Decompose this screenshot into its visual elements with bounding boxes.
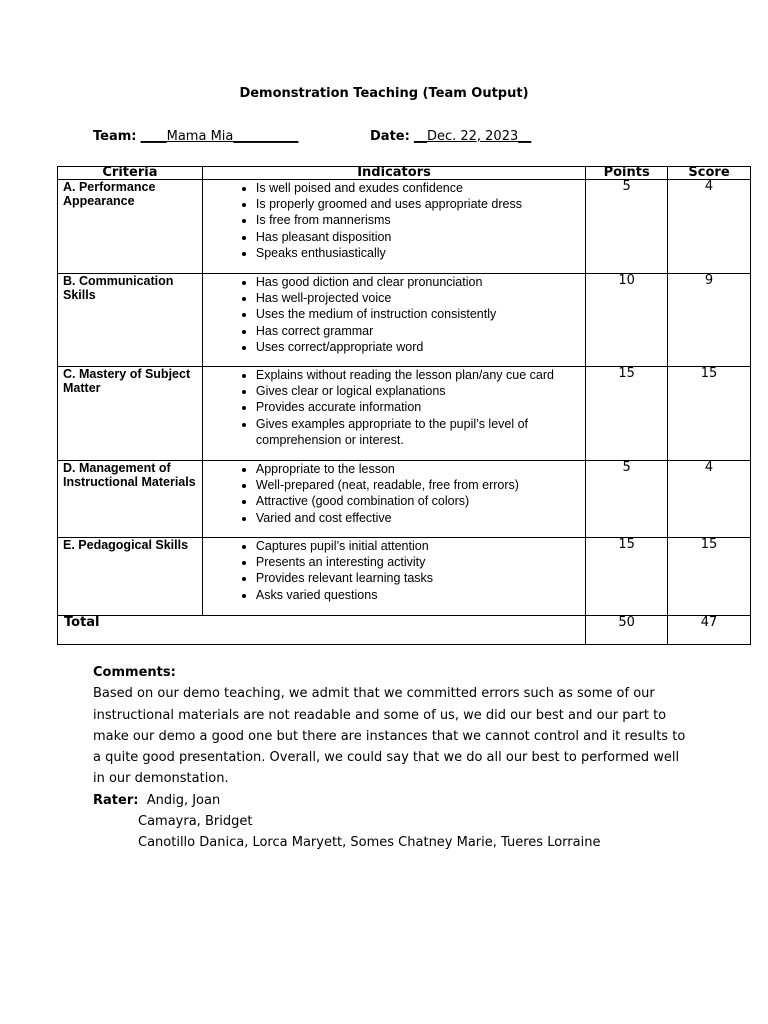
total-label: Total	[58, 616, 586, 645]
team-value: Mama Mia	[166, 129, 234, 144]
date-field	[370, 129, 531, 144]
score-cell: 15	[668, 367, 751, 461]
table-header-row	[58, 167, 751, 180]
indicator-item: • Is properly groomed and uses appropriate dress	[256, 196, 585, 212]
indicator-item: • Provides accurate information	[256, 399, 585, 415]
indicator-item: • Is well poised and exudes confidence	[256, 180, 585, 196]
team-prefix: ____	[140, 129, 167, 144]
indicator-item: • Attractive (good combination of colors)	[256, 493, 585, 509]
indicator-item: • Has good diction and clear pronunciation	[256, 274, 585, 290]
points-cell: 10	[586, 274, 668, 367]
total-points: 50	[586, 616, 668, 645]
criteria-cell: C. Mastery of Subject Matter	[58, 367, 203, 461]
rater-name-3: Canotillo Danica, Lorca Maryett, Somes Chatney Marie, Tueres Lorraine	[138, 835, 601, 851]
indicator-item: • Explains without reading the lesson plan/any cue card	[256, 367, 585, 383]
header-points: Points	[586, 167, 668, 180]
indicator-item: • Has well-projected voice	[256, 290, 585, 306]
score-cell: 9	[668, 274, 751, 367]
indicator-item: • Is free from mannerisms	[256, 212, 585, 228]
header-score: Score	[668, 167, 751, 180]
points-cell: 15	[586, 538, 668, 616]
total-row	[58, 616, 751, 645]
indicator-item: • Gives clear or logical explanations	[256, 383, 585, 399]
indicator-item: • Well-prepared (neat, readable, free from errors)	[256, 477, 585, 493]
document-title: Demonstration Teaching (Team Output)	[239, 86, 529, 101]
indicator-item: • Speaks enthusiastically	[256, 245, 585, 261]
table-row	[58, 367, 751, 461]
rater-name-2: Camayra, Bridget	[138, 814, 253, 830]
table-row	[58, 180, 751, 274]
indicator-item: • Uses the medium of instruction consistently	[256, 306, 585, 322]
score-cell: 4	[668, 461, 751, 538]
date-prefix: __	[413, 129, 427, 144]
criteria-cell: D. Management of Instructional Materials	[58, 461, 203, 538]
criteria-cell: E. Pedagogical Skills	[58, 538, 203, 616]
total-score: 47	[668, 616, 751, 645]
indicator-list	[203, 538, 585, 603]
comments-body: Based on our demo teaching, we admit that we committed errors such as some of our instructional materials are not readable and some of us, we did our best and our part to make our demo a good one but there are instances that we cannot control and it results to a quite good presentation. Overall, we could say that we do all our best to performed well in our demonstation.	[93, 686, 686, 787]
indicator-item: • Varied and cost effective	[256, 510, 585, 526]
score-cell: 4	[668, 180, 751, 274]
rater-line	[93, 790, 693, 811]
criteria-cell: B. Communication Skills	[58, 274, 203, 367]
indicators-cell	[202, 538, 585, 616]
indicator-item: • Gives examples appropriate to the pupil’s level of comprehension or interest.	[256, 416, 585, 448]
indicator-list	[203, 367, 585, 448]
indicators-cell	[202, 461, 585, 538]
comments-section	[93, 662, 693, 854]
date-value: Dec. 22, 2023	[426, 129, 519, 144]
score-cell: 15	[668, 538, 751, 616]
table-row	[58, 274, 751, 367]
rating-table	[57, 166, 751, 645]
indicator-item: • Asks varied questions	[256, 587, 585, 603]
team-field	[93, 129, 298, 144]
table-row	[58, 461, 751, 538]
indicator-list	[203, 461, 585, 526]
comments-heading: Comments:	[93, 665, 176, 680]
criteria-cell: A. Performance Appearance	[58, 180, 203, 274]
indicator-item: • Appropriate to the lesson	[256, 461, 585, 477]
points-cell: 5	[586, 461, 668, 538]
team-value-line	[141, 129, 299, 144]
rater-label: Rater:	[93, 792, 139, 808]
points-cell: 5	[586, 180, 668, 274]
points-cell: 15	[586, 367, 668, 461]
indicator-item: • Uses correct/appropriate word	[256, 339, 585, 355]
indicator-item: • Provides relevant learning tasks	[256, 570, 585, 586]
indicator-list	[203, 180, 585, 261]
indicators-cell	[202, 180, 585, 274]
date-label: Date:	[370, 129, 410, 144]
header-indicators: Indicators	[202, 167, 585, 180]
rater-name-1: Andig, Joan	[146, 792, 221, 808]
header-criteria: Criteria	[58, 167, 203, 180]
indicator-list	[203, 274, 585, 355]
table-row	[58, 538, 751, 616]
indicator-item: • Presents an interesting activity	[256, 554, 585, 570]
team-suffix: __________	[233, 129, 299, 144]
indicator-item: • Captures pupil’s initial attention	[256, 538, 585, 554]
indicators-cell	[202, 274, 585, 367]
team-label: Team:	[93, 129, 137, 144]
indicator-item: • Has correct grammar	[256, 323, 585, 339]
indicator-item: • Has pleasant disposition	[256, 229, 585, 245]
date-suffix: __	[518, 129, 532, 144]
date-value-line	[414, 129, 531, 144]
indicators-cell	[202, 367, 585, 461]
